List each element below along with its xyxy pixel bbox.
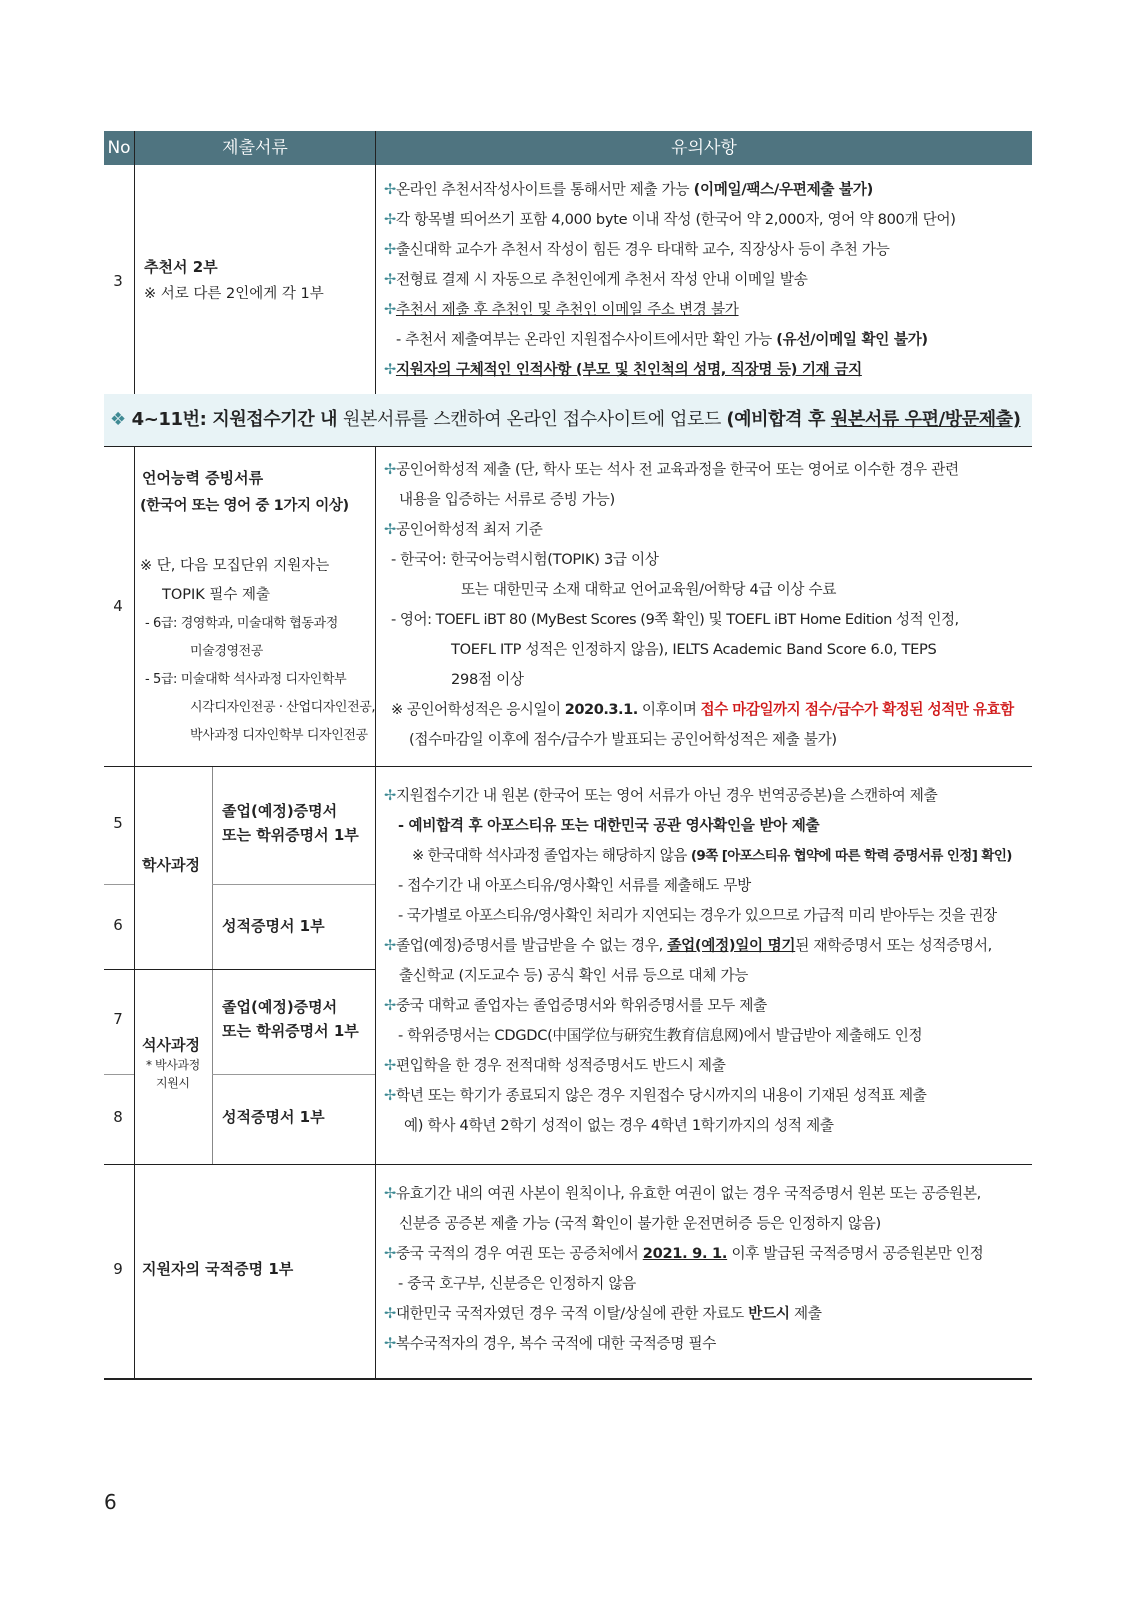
row-number: 5	[113, 814, 123, 832]
note-line: 신분증 공증본 제출 가능 (국적 확인이 불가한 운전면허증 등은 인정하지 않음)	[399, 1215, 881, 1232]
doc-note: 미술경영전공	[190, 644, 263, 659]
doc-title: 추천서 2부	[144, 258, 218, 276]
row-number: 3	[113, 272, 123, 290]
doc-note: - 6급: 경영학과, 미술대학 협동과정	[145, 616, 338, 631]
grid-line	[375, 131, 376, 394]
header-no: No	[107, 138, 131, 158]
note-line: 출신학교 (지도교수 등) 공식 확인 서류 등으로 대체 가능	[399, 967, 749, 984]
group-note: * 박사과정	[146, 1058, 200, 1072]
doc-title: 또는 학위증명서 1부	[222, 826, 359, 844]
note-line: ✢공인어학성적 제출 (단, 학사 또는 석사 전 교육과정을 한국어 또는 영어로 이수한 경우 관련	[384, 461, 959, 478]
note-line: 298점 이상	[451, 671, 524, 688]
doc-title: 지원자의 국적증명 1부	[142, 1260, 294, 1278]
group-note: 지원시	[156, 1076, 190, 1090]
doc-note: 시각디자인전공 · 산업디자인전공,	[190, 700, 376, 715]
note-line: 예) 학사 4학년 2학기 성적이 없는 경우 4학년 1학기까지의 성적 제출	[404, 1117, 834, 1134]
doc-title: 언어능력 증빙서류	[142, 469, 264, 487]
doc-title: 졸업(예정)증명서	[222, 802, 338, 820]
note-line: ✢중국 대학교 졸업자는 졸업증명서와 학위증명서를 모두 제출	[384, 997, 767, 1014]
table-bottom-line	[104, 1378, 1032, 1380]
doc-title: 성적증명서 1부	[222, 1108, 325, 1126]
note-line: ✢편입학을 한 경우 전적대학 성적증명서도 반드시 제출	[384, 1057, 726, 1074]
note-line: TOEFL ITP 성적은 인정하지 않음), IELTS Academic Band Score 6.0, TEPS	[451, 641, 937, 658]
note-line: ✢복수국적자의 경우, 복수 국적에 대한 국적증명 필수	[384, 1335, 717, 1352]
warning-line: ※ 공인어학성적은 응시일이 2020.3.1. 이후이며 접수 마감일까지 점수/급수가 확정된 성적만 유효함	[391, 701, 1014, 718]
note-line: ✢졸업(예정)증명서를 발급받을 수 없는 경우, 졸업(예정)일이 명기된 재학증명서 또는 성적증명서,	[384, 937, 992, 954]
note-line: 내용을 입증하는 서류로 증빙 가능)	[399, 491, 615, 508]
note-line: ✢전형료 결제 시 자동으로 추천인에게 추천서 작성 안내 이메일 발송	[384, 271, 808, 288]
doc-note: TOPIK 필수 제출	[162, 587, 271, 603]
note-line: - 예비합격 후 아포스티유 또는 대한민국 공관 영사확인을 받아 제출	[398, 817, 820, 834]
doc-note: ※ 서로 다른 2인에게 각 1부	[144, 286, 324, 302]
grid-line	[375, 446, 376, 1379]
header-notes: 유의사항	[671, 138, 737, 158]
note-line: ✢유효기간 내의 여권 사본이 원칙이나, 유효한 여권이 없는 경우 국적증명서 원본 또는 공증원본,	[384, 1185, 981, 1202]
grid-line	[104, 1164, 1032, 1165]
row-number: 4	[113, 597, 123, 615]
note-line: ✢추천서 제출 후 추천인 및 추천인 이메일 주소 변경 불가	[384, 301, 739, 318]
doc-title: 또는 학위증명서 1부	[222, 1022, 359, 1040]
grid-line	[212, 766, 213, 1164]
grid-line	[134, 131, 135, 394]
doc-note: - 5급: 미술대학 석사과정 디자인학부	[145, 672, 347, 687]
note-line: ✢중국 국적의 경우 여권 또는 공증처에서 2021. 9. 1. 이후 발급된 국적증명서 공증원본만 인정	[384, 1245, 984, 1262]
note-line: - 영어: TOEFL iBT 80 (MyBest Scores (9쪽 확인) 및 TOEFL iBT Home Edition 성적 인정,	[391, 611, 959, 628]
note-line: ✢공인어학성적 최저 기준	[384, 521, 543, 538]
note-line: (접수마감일 이후에 점수/급수가 발표되는 공인어학성적은 제출 불가)	[409, 731, 837, 748]
note-line: - 학위증명서는 CDGDC(中国学位与研究生教育信息网)에서 발급받아 제출해도 인정	[398, 1027, 923, 1044]
row-number: 7	[113, 1010, 123, 1028]
row-number: 8	[113, 1108, 123, 1126]
group-label: 석사과정	[142, 1036, 200, 1054]
row-number: 6	[113, 916, 123, 934]
note-line: ※ 한국대학 석사과정 졸업자는 해당하지 않음 (9쪽 [아포스티유 협약에 따른 학력 증명서류 인정] 확인)	[412, 847, 1012, 864]
note-line: - 한국어: 한국어능력시험(TOPIK) 3급 이상	[391, 551, 659, 568]
grid-line	[104, 884, 134, 885]
grid-line	[134, 446, 135, 1379]
note-line: ✢지원자의 구체적인 인적사항 (부모 및 친인척의 성명, 직장명 등) 기재 금지	[384, 361, 862, 378]
header-docs: 제출서류	[222, 138, 288, 158]
note-line: - 추천서 제출여부는 온라인 지원접수사이트에서만 확인 가능 (유선/이메일 확인 불가)	[396, 331, 928, 348]
doc-title: 졸업(예정)증명서	[222, 998, 338, 1016]
grid-line	[104, 1074, 134, 1075]
doc-note: 박사과정 디자인학부 디자인전공	[190, 728, 368, 743]
note-line: ✢학년 또는 학기가 종료되지 않은 경우 지원접수 당시까지의 내용이 기재된 성적표 제출	[384, 1087, 927, 1104]
note-line: ✢출신대학 교수가 추천서 작성이 힘든 경우 타대학 교수, 직장상사 등이 추천 가능	[384, 241, 890, 258]
note-line: ✢지원접수기간 내 원본 (한국어 또는 영어 서류가 아닌 경우 번역공증본)을 스캔하여 제출	[384, 787, 938, 804]
section-band-text: ❖ 4~11번: 지원접수기간 내 원본서류를 스캔하여 온라인 접수사이트에 업로드 (예비합격 후 원본서류 우편/방문제출)	[110, 409, 1021, 430]
note-line: ✢대한민국 국적자였던 경우 국적 이탈/상실에 관한 자료도 반드시 제출	[384, 1305, 822, 1322]
grid-line	[212, 1074, 375, 1075]
grid-line	[104, 969, 375, 970]
grid-line	[104, 766, 1032, 767]
doc-title: 성적증명서 1부	[222, 917, 325, 935]
note-line: - 국가별로 아포스티유/영사확인 처리가 지연되는 경우가 있으므로 가급적 미리 받아두는 것을 권장	[398, 907, 997, 924]
doc-note: ※ 단, 다음 모집단위 지원자는	[140, 558, 330, 574]
note-line: ✢각 항목별 띄어쓰기 포함 4,000 byte 이내 작성 (한국어 약 2,000자, 영어 약 800개 단어)	[384, 211, 956, 228]
note-line: - 접수기간 내 아포스티유/영사확인 서류를 제출해도 무방	[398, 877, 751, 894]
note-line: ✢온라인 추천서작성사이트를 통해서만 제출 가능 (이메일/팩스/우편제출 불가)	[384, 181, 873, 198]
grid-line	[104, 446, 1032, 447]
grid-line	[212, 884, 375, 885]
group-label: 학사과정	[142, 856, 200, 874]
page-number: 6	[104, 1490, 117, 1514]
note-line: - 중국 호구부, 신분증은 인정하지 않음	[398, 1275, 636, 1292]
row-number: 9	[113, 1260, 123, 1278]
doc-title: (한국어 또는 영어 중 1가지 이상)	[140, 498, 349, 514]
note-line: 또는 대한민국 소재 대학교 언어교육원/어학당 4급 이상 수료	[461, 581, 837, 598]
